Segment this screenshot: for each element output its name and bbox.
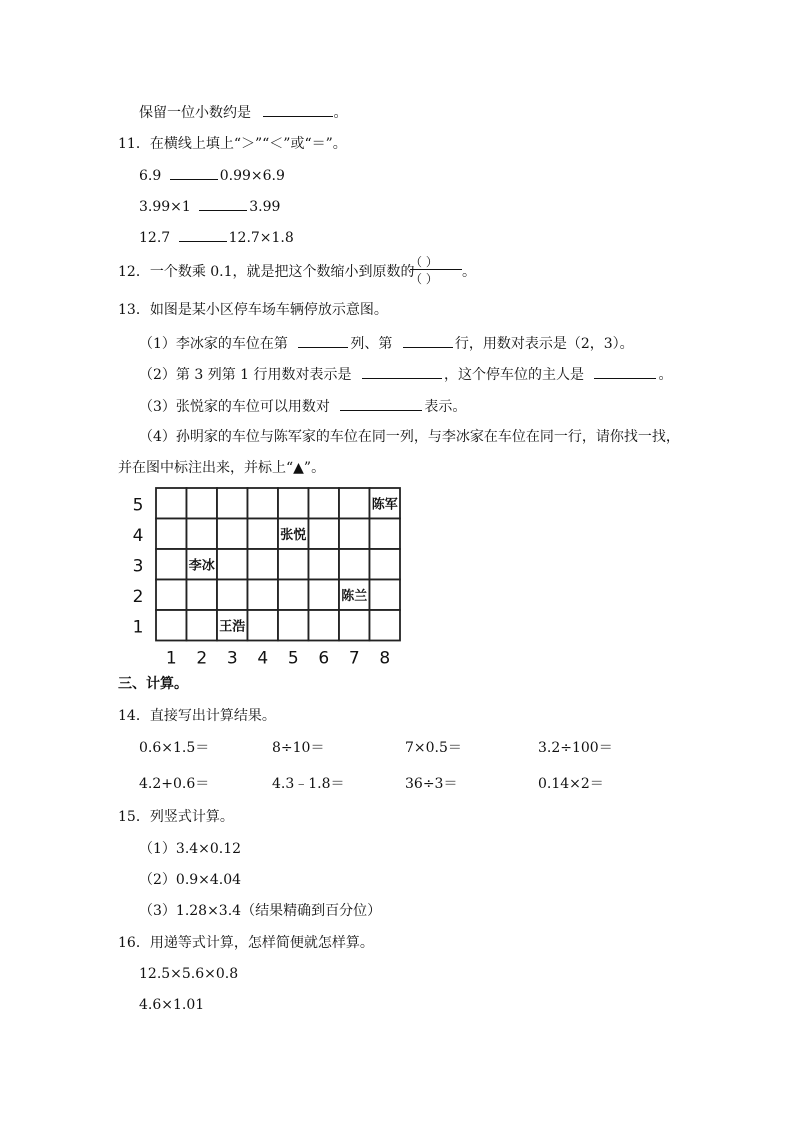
calc-item: 8÷10＝ (272, 740, 325, 756)
parking-cell[interactable] (187, 488, 218, 519)
fraction-bar (410, 269, 462, 270)
q15-title: 15．列竖式计算。 (118, 809, 234, 825)
parking-cell[interactable] (248, 580, 279, 611)
column-label: 6 (318, 648, 330, 666)
q13-text: （1）李冰家的车位在第 (139, 336, 288, 352)
q11-right: 12.7×1.8 (228, 230, 294, 246)
owner-name: 李冰 (188, 558, 215, 574)
q16-item-2: 4.6×1.01 (139, 997, 205, 1013)
q13-text: 列、第 (350, 336, 393, 352)
q15-item-2: （2）0.9×4.04 (139, 872, 242, 888)
parking-cell[interactable] (309, 610, 340, 641)
q16-title: 16．用递等式计算，怎样简便就怎样算。 (118, 935, 374, 951)
row-label: 2 (132, 586, 144, 607)
parking-cell[interactable] (309, 519, 340, 550)
owner-name: 陈军 (371, 497, 398, 513)
column-label: 8 (379, 648, 391, 666)
column-label: 1 (165, 648, 177, 666)
calc-item: 36÷3＝ (405, 776, 458, 792)
q12-text: 12．一个数乘 0.1，就是把这个数缩小到原数的 (118, 264, 415, 280)
parking-grid-svg (120, 482, 410, 666)
q10-text: 保留一位小数约是 (139, 105, 251, 121)
parking-cell[interactable] (217, 580, 248, 611)
q11-right: 3.99 (249, 199, 281, 215)
parking-cell[interactable] (370, 549, 401, 580)
answer-blank[interactable] (298, 333, 348, 348)
column-label: 7 (348, 648, 360, 666)
column-label: 2 (196, 648, 208, 666)
calc-item: 4.2+0.6＝ (139, 776, 210, 792)
answer-blank[interactable] (340, 396, 422, 411)
answer-blank[interactable] (594, 364, 656, 379)
compare-blank[interactable] (170, 165, 218, 180)
parking-cell[interactable] (309, 488, 340, 519)
parking-cell[interactable] (187, 519, 218, 550)
owner-name: 陈兰 (341, 588, 368, 604)
fraction-numerator: （ ） (410, 255, 438, 269)
parking-cell[interactable] (339, 488, 370, 519)
parking-cell[interactable] (278, 610, 309, 641)
row-label: 3 (132, 556, 144, 577)
parking-cell[interactable] (370, 519, 401, 550)
column-label: 4 (257, 648, 269, 666)
parking-cell[interactable] (370, 580, 401, 611)
fraction-denominator: （ ） (410, 272, 438, 286)
q13-part-1 (139, 333, 634, 354)
q10-line (139, 102, 347, 123)
answer-blank[interactable] (403, 333, 453, 348)
q13-part-4b: 并在图中标注出来，并标上“▲”。 (118, 460, 326, 476)
calc-item: 3.2÷100＝ (538, 740, 613, 756)
parking-cell[interactable] (156, 549, 187, 580)
parking-cell[interactable] (370, 610, 401, 641)
fraction-blank[interactable] (410, 256, 462, 286)
q11-item-2 (139, 196, 280, 217)
parking-cell[interactable] (187, 580, 218, 611)
parking-cell[interactable] (156, 580, 187, 611)
parking-cell[interactable] (278, 580, 309, 611)
parking-cell[interactable] (339, 610, 370, 641)
calc-item: 0.14×2＝ (538, 776, 604, 792)
owner-name: 张悦 (280, 527, 307, 543)
q10-end: 。 (333, 105, 348, 121)
parking-cell[interactable] (248, 519, 279, 550)
answer-blank[interactable] (362, 364, 442, 379)
calc-item: 7×0.5＝ (405, 740, 462, 756)
calc-item: 0.6×1.5＝ (139, 740, 210, 756)
parking-cell[interactable] (339, 519, 370, 550)
parking-cell[interactable] (248, 488, 279, 519)
q16-item-1: 12.5×5.6×0.8 (139, 966, 239, 982)
parking-cell[interactable] (156, 610, 187, 641)
q13-text: ，这个停车位的主人是 (443, 367, 584, 383)
q13-title: 13．如图是某小区停车场车辆停放示意图。 (118, 302, 388, 318)
parking-cell[interactable] (278, 549, 309, 580)
q14-title: 14．直接写出计算结果。 (118, 708, 276, 724)
q13-text: 行，用数对表示是（2，3）。 (454, 336, 634, 352)
parking-cell[interactable] (156, 488, 187, 519)
q11-left: 6.9 (139, 168, 162, 184)
parking-cell[interactable] (248, 549, 279, 580)
parking-cell[interactable] (187, 610, 218, 641)
parking-cell[interactable] (278, 488, 309, 519)
q15-item-1: （1）3.4×0.12 (139, 841, 242, 857)
parking-cell[interactable] (217, 519, 248, 550)
parking-cell[interactable] (339, 549, 370, 580)
q13-text: （3）张悦家的车位可以用数对 (139, 399, 330, 415)
parking-cell[interactable] (309, 580, 340, 611)
row-label: 4 (132, 525, 144, 546)
parking-cell[interactable] (248, 610, 279, 641)
compare-blank[interactable] (179, 227, 227, 242)
q11-left: 12.7 (139, 230, 171, 246)
q13-text: 表示。 (424, 399, 467, 415)
answer-blank[interactable] (263, 102, 333, 117)
q11-item-3 (139, 227, 294, 248)
q11-item-1 (139, 165, 285, 186)
column-label: 5 (287, 648, 299, 666)
q15-item-3: （3）1.28×3.4（结果精确到百分位） (139, 903, 382, 919)
q12-end: 。 (462, 264, 476, 280)
q13-part-3 (139, 396, 466, 417)
q13-text: （2）第 3 列第 1 行用数对表示是 (139, 367, 352, 383)
row-label: 1 (132, 617, 144, 638)
q11-title: 11．在横线上填上“＞”“＜”或“＝”。 (118, 136, 347, 152)
parking-cell[interactable] (217, 488, 248, 519)
parking-cell[interactable] (156, 519, 187, 550)
compare-blank[interactable] (199, 196, 247, 211)
q13-text: 。 (658, 367, 673, 383)
row-label: 5 (132, 495, 144, 516)
column-label: 3 (226, 648, 238, 666)
parking-cell[interactable] (309, 549, 340, 580)
q11-right: 0.99×6.9 (219, 168, 285, 184)
parking-grid[interactable] (120, 482, 410, 666)
q11-left: 3.99×1 (139, 199, 191, 215)
section-3-title: 三、计算。 (118, 676, 188, 692)
owner-name: 王浩 (219, 619, 246, 635)
calc-item: 4.3﹣1.8＝ (272, 776, 345, 792)
q13-part-2 (139, 364, 672, 385)
parking-cell[interactable] (217, 549, 248, 580)
q13-part-4a: （4）孙明家的车位与陈军家的车位在同一列，与李冰家在车位在同一行，请你找一找， (139, 429, 680, 445)
